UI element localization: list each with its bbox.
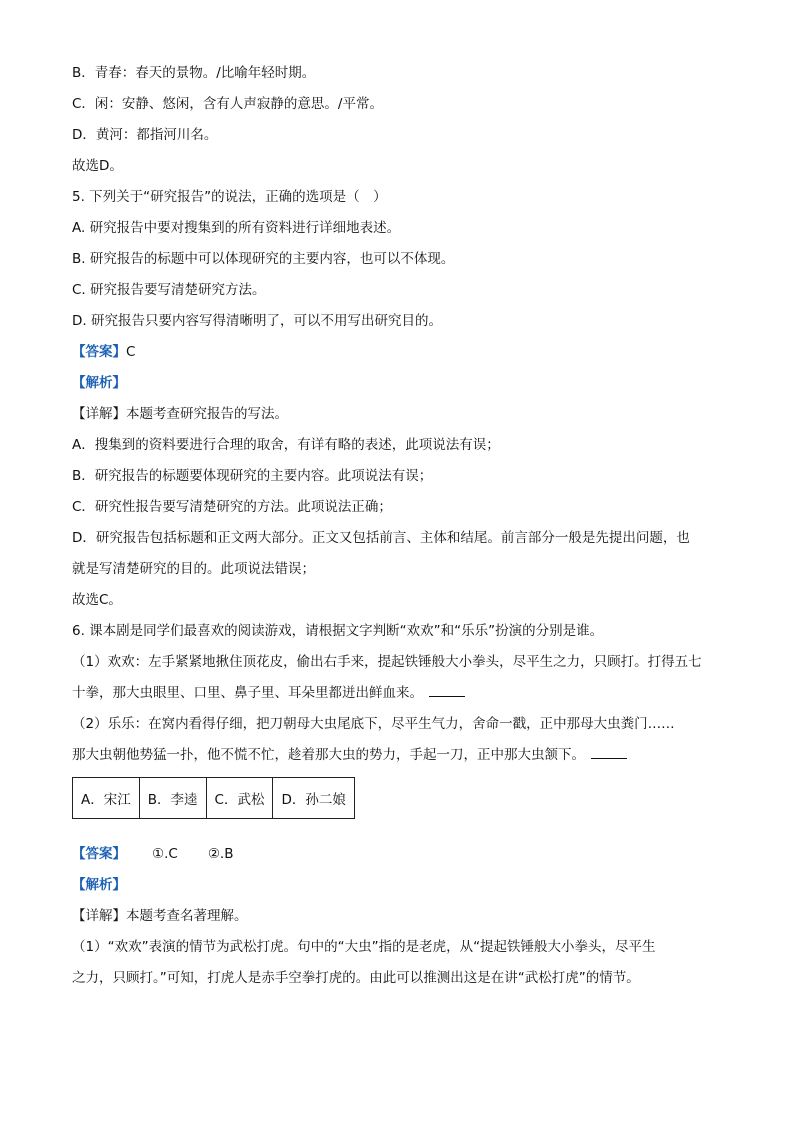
explanation-1-cont: 之力，只顾打。”可知，打虎人是赤手空拳打虎的。由此可以推测出这是在讲“武松打虎”的情节。	[72, 970, 640, 986]
analysis-line	[72, 368, 722, 399]
answer-tag: 【答案】	[72, 344, 126, 360]
analysis-tag: 【解析】	[72, 375, 126, 391]
option-d: D. 研究报告只要内容写得清晰明了，可以不用写出研究目的。	[72, 313, 442, 329]
explanation-a: A．搜集到的资料要进行合理的取舍，有详有略的表述，此项说法有误；	[72, 437, 500, 453]
option-c: C. 研究报告要写清楚研究方法。	[72, 282, 266, 298]
option-cell: A．宋江	[73, 778, 140, 819]
detail-tag: 【详解】	[72, 406, 126, 422]
option-cell: B．李逵	[139, 778, 206, 819]
text-line: D．黄河：都指河川名。	[72, 127, 218, 143]
document-page	[72, 58, 722, 994]
explanation-d-cont: 就是写清楚研究的目的。此项说法错误；	[72, 561, 315, 577]
explanation-1: （1）“欢欢”表演的情节为武松打虎。句中的“大虫”指的是老虎，从“提起铁锤般大小拳头，尽平生	[72, 939, 656, 955]
detail-line	[72, 399, 722, 430]
detail-line	[72, 901, 722, 932]
explanation-b: B．研究报告的标题要体现研究的主要内容。此项说法有误；	[72, 468, 433, 484]
option-b: B. 研究报告的标题中可以体现研究的主要内容，也可以不体现。	[72, 251, 455, 267]
explanation-d: D．研究报告包括标题和正文两大部分。正文又包括前言、主体和结尾。前言部分一般是先提出问题，也	[72, 530, 690, 546]
analysis-line	[72, 870, 722, 901]
text-line: C．闲：安静、悠闲，含有人声寂静的意思。/平常。	[72, 96, 383, 112]
option-cell: D．孙二娘	[273, 778, 354, 819]
q6-part1-text: 十拳，那大虫眼里、口里、鼻子里、耳朵里都迸出鲜血来。	[72, 685, 423, 701]
q6-part1: （1）欢欢：左手紧紧地揪住顶花皮，偷出右手来，提起铁锤般大小拳头，尽平生之力，只顾打。打得五七	[72, 654, 702, 670]
text-line: 故选D。	[72, 158, 123, 174]
answer-line	[72, 337, 722, 368]
answer-value: C	[126, 344, 136, 360]
detail-tag: 【详解】	[72, 908, 126, 924]
explanation-c: C．研究性报告要写清楚研究的方法。此项说法正确；	[72, 499, 392, 515]
detail-text: 本题考查研究报告的写法。	[126, 406, 288, 422]
answer-blank	[429, 682, 465, 697]
text-line: B．青春：春天的景物。/比喻年轻时期。	[72, 65, 316, 81]
answer-line	[72, 839, 722, 870]
question-5: 5. 下列关于“研究报告”的说法，正确的选项是（ ）	[72, 189, 387, 205]
q6-part1-cont	[72, 678, 722, 709]
options-table	[72, 777, 355, 819]
answer-value: ②.B	[207, 846, 234, 862]
detail-text: 本题考查名著理解。	[126, 908, 248, 924]
q6-part2: （2）乐乐：在窝内看得仔细，把刀朝母大虫尾底下，尽平生气力，舍命一戳，正中那母大虫粪门……	[72, 716, 675, 732]
answer-tag: 【答案】	[72, 846, 126, 862]
choice-line: 故选C。	[72, 592, 122, 608]
answer-blank	[591, 744, 627, 759]
q6-part2-text: 那大虫朝他势猛一扑，他不慌不忙，趁着那大虫的势力，手起一刀，正中那大虫颔下。	[72, 747, 585, 763]
q6-part2-cont	[72, 740, 722, 771]
option-cell: C．武松	[206, 778, 273, 819]
option-a: A. 研究报告中要对搜集到的所有资料进行详细地表述。	[72, 220, 401, 236]
analysis-tag: 【解析】	[72, 877, 126, 893]
question-6: 6. 课本剧是同学们最喜欢的阅读游戏，请根据文字判断“欢欢”和“乐乐”扮演的分别是谁。	[72, 623, 604, 639]
answer-value: ①.C	[152, 846, 178, 862]
